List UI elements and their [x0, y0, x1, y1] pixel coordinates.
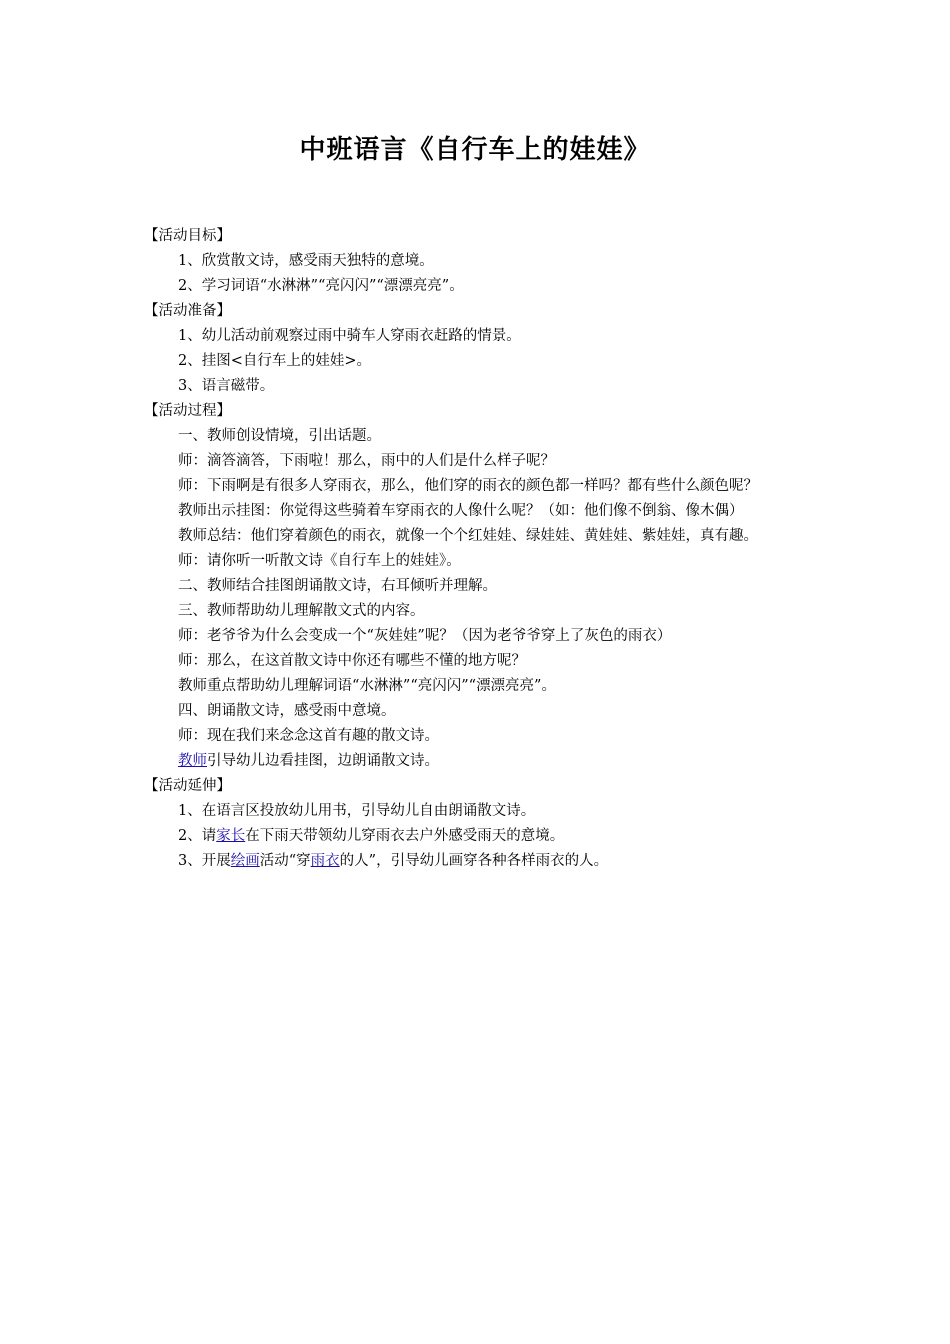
extension-item-3-prefix: 3、开展 — [178, 853, 231, 869]
section-heading-process: 【活动过程】 — [144, 403, 231, 419]
teacher-link[interactable]: 教师 — [178, 753, 207, 769]
extension-item-3-text: 的人”，引导幼儿画穿各种各样雨衣的人。 — [339, 853, 609, 869]
extension-item-2-text: 在下雨天带领幼儿穿雨衣去户外感受雨天的意境。 — [245, 828, 565, 844]
extension-item-2-prefix: 2、请 — [178, 828, 217, 844]
process-line-3: 师：下雨啊是有很多人穿雨衣，那么，他们穿的雨衣的颜色都一样吗？都有些什么颜色呢？ — [178, 478, 758, 494]
section-heading-goals: 【活动目标】 — [144, 228, 231, 244]
process-line-10: 师：那么，在这首散文诗中你还有哪些不懂的地方呢？ — [178, 653, 526, 669]
drawing-link[interactable]: 绘画 — [230, 853, 260, 869]
raincoat-link[interactable]: 雨衣 — [310, 853, 340, 869]
extension-item-1: 1、在语言区投放幼儿用书，引导幼儿自由朗诵散文诗。 — [178, 803, 536, 819]
process-line-13: 师：现在我们来念念这首有趣的散文诗。 — [178, 728, 439, 744]
extension-item-3-mid: 活动“穿 — [259, 853, 311, 869]
preparation-item-3: 3、语言磁带。 — [178, 378, 275, 394]
process-line-14 — [144, 749, 810, 774]
process-line-2: 师：滴答滴答，下雨啦！那么，雨中的人们是什么样子呢？ — [178, 453, 555, 469]
document-title: 中班语言《自行车上的娃娃》 — [299, 135, 651, 165]
parents-link[interactable]: 家长 — [216, 828, 246, 844]
section-heading-preparation: 【活动准备】 — [144, 303, 231, 319]
process-line-9: 师：老爷爷为什么会变成一个“灰娃娃”呢？（因为老爷爷穿上了灰色的雨衣） — [178, 628, 672, 644]
process-line-7: 二、教师结合挂图朗诵散文诗，右耳倾听并理解。 — [178, 578, 497, 594]
document-body — [144, 224, 810, 874]
process-line-1: 一、教师创设情境，引出话题。 — [178, 428, 381, 444]
goal-item-1: 1、欣赏散文诗，感受雨天独特的意境。 — [178, 253, 434, 269]
extension-item-2 — [144, 824, 810, 849]
process-line-4: 教师出示挂图：你觉得这些骑着车穿雨衣的人像什么呢？（如：他们像不倒翁、像木偶） — [178, 503, 744, 519]
process-line-11: 教师重点帮助幼儿理解词语“水淋淋”“亮闪闪”“漂漂亮亮”。 — [178, 678, 556, 694]
section-heading-extension: 【活动延伸】 — [144, 778, 231, 794]
process-line-6: 师：请你听一听散文诗《自行车上的娃娃》。 — [178, 553, 461, 569]
process-line-8: 三、教师帮助幼儿理解散文式的内容。 — [178, 603, 425, 619]
preparation-item-1: 1、幼儿活动前观察过雨中骑车人穿雨衣赶路的情景。 — [178, 328, 521, 344]
process-line-14-text: 引导幼儿边看挂图，边朗诵散文诗。 — [207, 753, 439, 769]
extension-item-3 — [144, 849, 810, 874]
process-line-5: 教师总结：他们穿着颜色的雨衣，就像一个个红娃娃、绿娃娃、黄娃娃、紫娃娃，真有趣。 — [178, 528, 758, 544]
process-line-12: 四、朗诵散文诗，感受雨中意境。 — [178, 703, 396, 719]
preparation-item-2: 2、挂图<自行车上的娃娃>。 — [178, 353, 372, 369]
goal-item-2: 2、学习词语“水淋淋”“亮闪闪”“漂漂亮亮”。 — [178, 278, 464, 294]
